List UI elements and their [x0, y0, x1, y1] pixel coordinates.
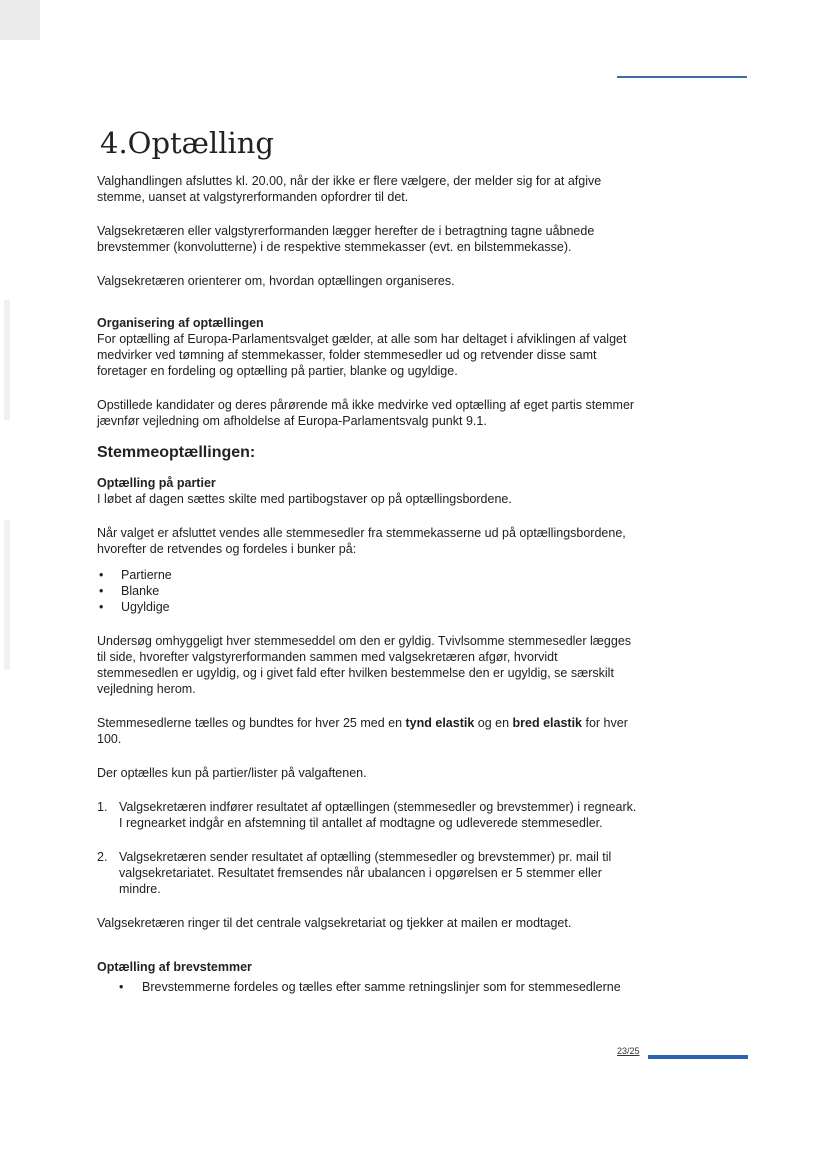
- list-item: • Ugyldige: [97, 599, 642, 615]
- bundtes-text: Stemmesedlerne tælles og bundtes for hver 25 med en: [97, 716, 406, 730]
- bundtes-text: og en: [474, 716, 513, 730]
- step-text: Valgsekretæren indfører resultatet af optællingen (stemmesedler og brevstemmer) i regneark. I regnearket indgår en afstemning til antallet af modtagne og udleverede stemmesedler.: [119, 800, 637, 830]
- subheading-partier: Optælling på partier: [97, 476, 216, 490]
- section-heading-brevstemmer: Optælling af brevstemmer: [97, 960, 252, 974]
- bundtes-emphasis: bred elastik: [512, 716, 583, 730]
- organisering-paragraph: Opstillede kandidater og deres pårørende må ikke medvirke ved optælling af eget partis stemmer jævnfør vejledning om afholdelse af Europa-Parlamentsvalg punkt 9.1.: [97, 398, 635, 428]
- bunker-list: [97, 567, 642, 615]
- list-item: • Partierne: [97, 567, 642, 583]
- scan-artifact: [4, 300, 10, 420]
- undersoeg-paragraph: Undersøg omhyggeligt hver stemmeseddel om den er gyldig. Tvivlsomme stemmesedler lægges til side, hvorefter valgstyrerformanden sammen med valgsekretæren afgør, hvorvidt stemmesedlen er ugyldig, og i givet fald efter hvilken bestemmelse den er ugyldig, se særskilt vejledning herom.: [97, 634, 632, 696]
- organisering-paragraph: For optælling af Europa-Parlamentsvalget gælder, at alle som har deltaget i afviklingen af valget medvirker ved tømning af stemmekasser, folder stemmesedler ud og retvender disse samt foretager en fordeling og optælling på partier, blanke og ugyldige.: [97, 332, 627, 378]
- bundtes-paragraph: [97, 715, 642, 747]
- page-content: [97, 126, 642, 995]
- intro-paragraph: Valgsekretæren orienterer om, hvordan optællingen organiseres.: [97, 274, 455, 288]
- scan-artifact: [4, 520, 10, 670]
- page-title: 4.Optælling: [100, 126, 274, 160]
- page-number: 23/25: [617, 1046, 640, 1056]
- bundtes-emphasis: tynd elastik: [405, 716, 475, 730]
- valgaften-paragraph: Der optælles kun på partier/lister på valgaftenen.: [97, 766, 367, 780]
- intro-paragraph: Valgsekretæren eller valgstyrerformanden lægger herefter de i betragtning tagne uåbnede brevstemmer (konvolutterne) i de respektive stemmekasser (evt. en bilstemmekasse).: [97, 224, 595, 254]
- list-item: • Brevstemmerne fordeles og tælles efter samme retningslinjer som for stemmesedlerne: [97, 979, 642, 995]
- brevstemmer-list: [97, 979, 642, 995]
- partier-paragraph: I løbet af dagen sættes skilte med partibogstaver op på optællingsbordene.: [97, 492, 512, 506]
- step-number: 1.: [97, 800, 108, 814]
- step-item: [97, 799, 642, 831]
- bundtes-text: for hver 100.: [97, 716, 628, 746]
- step-text: Valgsekretæren sender resultatet af optælling (stemmesedler og brevstemmer) pr. mail til valgsekretariatet. Resultatet fremsendes når ubalancen i opgørelsen er 5 stemmer eller mindre.: [119, 850, 612, 896]
- vendes-paragraph: Når valget er afsluttet vendes alle stemmesedler fra stemmekasserne ud på optællingsbordene, hvorefter de retvendes og fordeles i bunker på:: [97, 526, 626, 556]
- section-heading-stemmeoptaelling: Stemmeoptællingen:: [97, 444, 256, 461]
- steps-list: [97, 799, 642, 897]
- step-number: 2.: [97, 850, 108, 864]
- intro-paragraph: Valghandlingen afsluttes kl. 20.00, når der ikke er flere vælgere, der melder sig for at afgive stemme, uanset at valgstyrerformanden opfordrer til det.: [97, 174, 602, 204]
- ringer-paragraph: Valgsekretæren ringer til det centrale valgsekretariat og tjekker at mailen er modtaget.: [97, 916, 572, 930]
- step-item: [97, 849, 642, 897]
- section-heading-organisering: Organisering af optællingen: [97, 316, 264, 330]
- list-item: • Blanke: [97, 583, 642, 599]
- header-rule: [617, 76, 747, 78]
- scan-artifact: [0, 0, 40, 40]
- footer-rule: [648, 1055, 748, 1059]
